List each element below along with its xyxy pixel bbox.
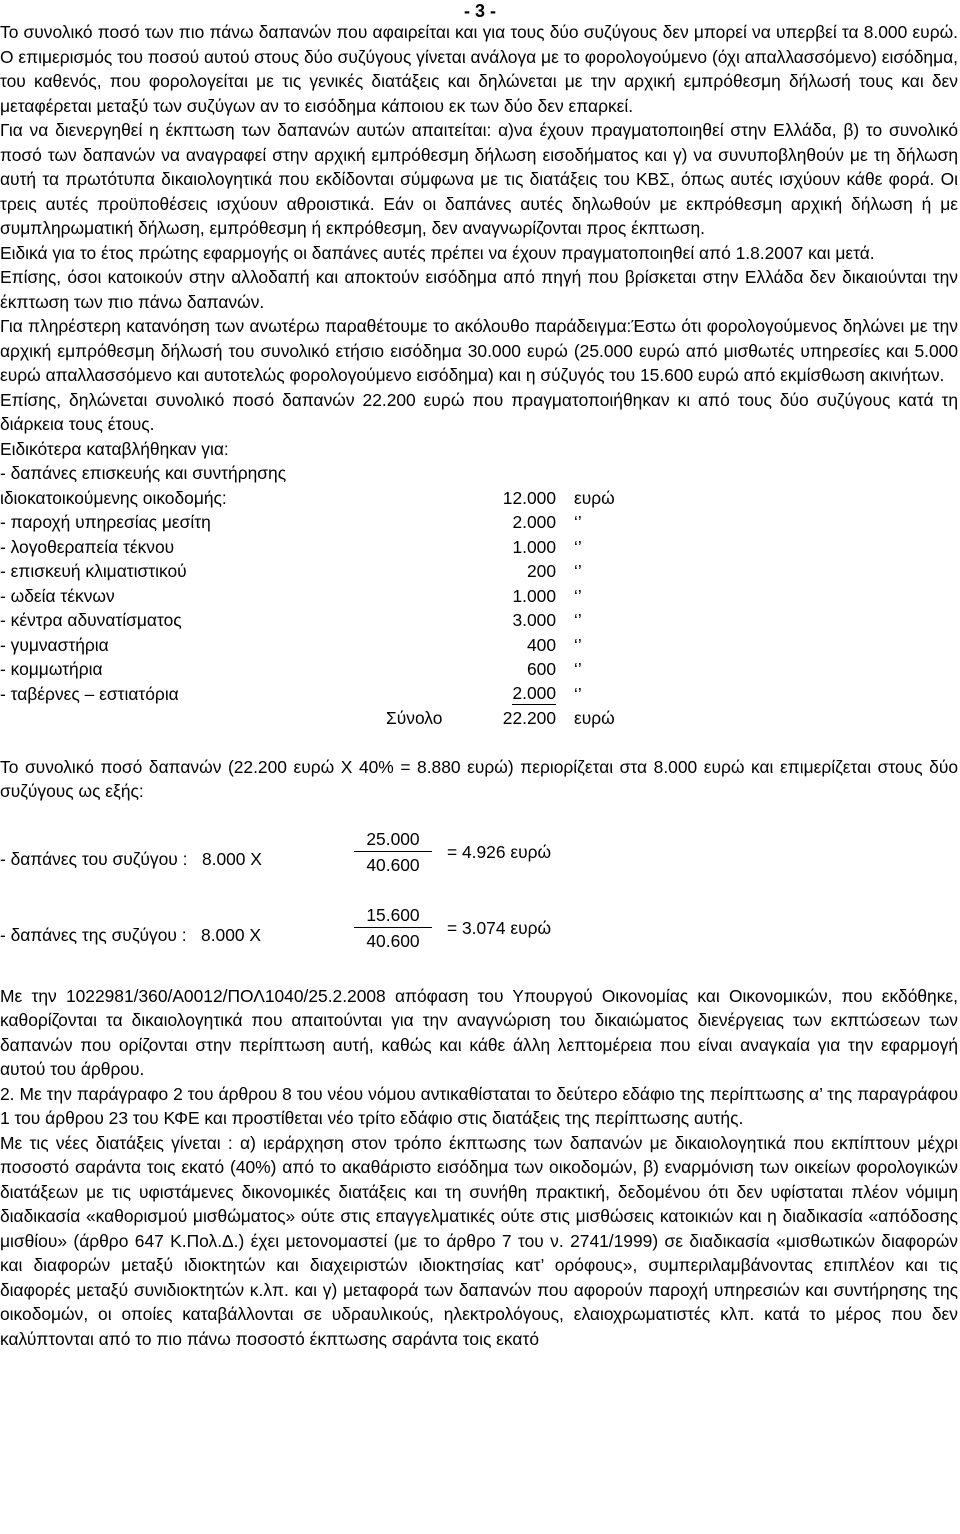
- expense-total-label: Σύνολο: [386, 708, 443, 728]
- fraction-denominator: 40.600: [366, 854, 420, 875]
- expense-label: - επισκευή κλιματιστικού: [0, 561, 187, 581]
- calculation-husband: [0, 828, 958, 892]
- paragraph: Επίσης, δηλώνεται συνολικό ποσό δαπανών 22.200 ευρώ που πραγματοποιήθηκαν κι από τους δύο συζύγους κατά τη διάρκεια τους έτους.: [0, 389, 958, 434]
- paragraph: Για πληρέστερη κατανόηση των ανωτέρω παραθέτουμε το ακόλουθο παράδειγμα:Έστω ότι φορολογούμενος δηλώνει με την αρχική εμπρόθεσμη δήλωσή του συνολικό ετήσιο εισόδημα 30.000 ευρώ (25.000 ευρώ από μισθωτές υπηρεσίες και 5.000 ευρώ απαλλασσόμενο και αυτοτελώς φορολογούμενο εισόδημα) και η σύζυγός του 15.600 ευρώ από εκμίσθωση ακινήτων.: [0, 316, 958, 385]
- expense-label-first-line: - δαπάνες επισκευής και συντήρησης: [0, 463, 287, 483]
- expense-label: - λογοθεραπεία τέκνου: [0, 536, 175, 557]
- expense-row: [0, 486, 958, 511]
- paragraph: 2. Με την παράγραφο 2 του άρθρου 8 του νέου νόμου αντικαθίσταται το δεύτερο εδάφιο της περίπτωσης α’ της παραγράφου 1 του άρθρου 23 του ΚΦΕ και προστίθεται νέο τρίτο εδάφιο στις διατάξεις της περίπτωσης αυτής.: [0, 1083, 958, 1128]
- expense-unit: ‘’: [574, 561, 582, 581]
- paragraph: Επίσης, όσοι κατοικούν στην αλλοδαπή και αποκτούν εισόδημα από πηγή που βρίσκεται στην Ελλάδα δεν δικαιούνται την έκπτωση των πιο πάνω δαπανών.: [0, 267, 958, 312]
- calculation-label: - δαπάνες του συζύγου : 8.000 Χ: [0, 848, 262, 869]
- expense-amount: 600: [526, 659, 556, 679]
- fraction-numerator: 25.000: [366, 828, 420, 849]
- allocation-intro: Το συνολικό ποσό δαπανών (22.200 ευρώ Χ 40% = 8.880 ευρώ) περιορίζεται στα 8.000 ευρώ και επιμερίζεται στους δύο συζύγους ως εξής:: [0, 756, 958, 801]
- expense-row: [0, 633, 958, 658]
- expense-unit: ‘’: [574, 536, 582, 557]
- paragraph: Με την 1022981/360/Α0012/ΠΟΛ1040/25.2.2008 απόφαση του Υπουργού Οικονομίας και Οικονομικών, που εκδόθηκε, καθορίζονται τα δικαιολογητικά που απαιτούνται για την αναγνώριση του δικαιώματος διενέργειας των εκπτώσεων των δαπανών που ορίζονται στην περίπτωση αυτή, καθώς και κάθε άλλη λεπτομέρεια που είναι αναγκαία για την εφαρμογή αυτού του άρθρου.: [0, 985, 958, 1079]
- expense-total-row: [0, 706, 958, 731]
- expense-label: - ωδεία τέκνων: [0, 585, 115, 606]
- paragraph: Με τις νέες διατάξεις γίνεται : α) ιεράρχηση στον τρόπο έκπτωσης των δαπανών με δικαιολογητικά που εκπίπτουν μέχρι ποσοστό σαράντα τοις εκατό (40%) από το ακαθάριστο εισόδημα των οικοδομών, β) εναρμόνιση των οικείων φορολογικών διατάξεων με τις υφιστάμενες δικονομικές διατάξεις και τη συνήθη πρακτική, δεδομένου ότι δεν υφίσταται πλέον νόμιμη διαδικασία «καθορισμού μισθώματος» ούτε στις επαγγελματικές ούτε στις μισθώσεις κατοικιών και η διαδικασία «απόδοσης μισθίου» (άρθρο 647 Κ.Πολ.Δ.) έχει μετονομαστεί (με το άρθρο 7 του ν. 2741/1999) σε διαδικασία «μισθωτικών διαφορών και διαφορών μεταξύ ιδιοκτητών και διαχειριστών ιδιοκτησίας κατ’ ορόφους», συμπεριλαμβάνοντας επιπλέον και τις διαφορές μεταξύ συνιδιοκτητών κ.λπ. και γ) μεταφορά των δαπανών που αφορούν παροχή υπηρεσιών και συντήρησης της οικοδομών, οι οποίες καταβάλλονται σε υδραυλικούς, ηλεκτρολόγους, ελαιοχρωματιστές κλπ. κατά το μέρος που δεν καλύπτονται από το πιο πάνω ποσοστό έκπτωσης σαράντα τοις εκατό: [0, 1132, 958, 1349]
- expense-label: - ταβέρνες – εστιατόρια: [0, 683, 179, 704]
- expenses-intro: Ειδικότερα καταβλήθηκαν για:: [0, 438, 229, 459]
- expense-amount: 400: [526, 634, 556, 655]
- fraction-numerator: 15.600: [366, 904, 420, 925]
- paragraph: Ειδικά για το έτος πρώτης εφαρμογής οι δαπάνες αυτές πρέπει να έχουν πραγματοποιηθεί από 1.8.2007 και μετά.: [0, 242, 875, 263]
- expense-unit: ‘’: [574, 585, 582, 606]
- expense-unit: ‘’: [574, 634, 582, 655]
- expense-amount: 3.000: [512, 610, 556, 630]
- calculation-wife: [0, 904, 958, 968]
- expense-total-amount: 22.200: [502, 708, 556, 728]
- expense-row: [0, 535, 958, 560]
- expense-unit: ‘’: [574, 659, 582, 679]
- expense-amount: 200: [526, 561, 556, 581]
- expense-row: [0, 559, 958, 584]
- expense-unit: ‘’: [574, 610, 582, 630]
- fraction-bar: [354, 927, 432, 928]
- expense-label: - παροχή υπηρεσίας μεσίτη: [0, 512, 211, 532]
- expense-label: - κομμωτήρια: [0, 659, 103, 679]
- calculation-result: = 4.926 ευρώ: [447, 841, 552, 862]
- expense-amount: 1.000: [512, 585, 556, 606]
- paragraph: Για να διενεργηθεί η έκπτωση των δαπανών αυτών απαιτείται: α)να έχουν πραγματοποιηθεί στην Ελλάδα, β) το συνολικό ποσό των δαπανών να αναγραφεί στην αρχική εμπρόθεσμη δήλωση εισοδήματος και γ) να συνυποβληθούν με τη δήλωση αυτή τα πρωτότυπα δικαιολογητικά που εκδίδονται σύμφωνα με τις διατάξεις του ΚΒΣ, όπως αυτές ισχύουν κάθε φορά. Οι τρεις αυτές προϋποθέσεις ισχύουν αθροιστικά. Εάν οι δαπάνες αυτές δηλωθούν με εκπρόθεσμη αρχική δήλωση ή με συμπληρωματική δήλωση, εμπρόθεσμη ή εκπρόθεσμη, δεν αναγνωρίζονται προς έκπτωση.: [0, 120, 958, 238]
- calculation-label: - δαπάνες της συζύγου : 8.000 Χ: [0, 924, 261, 945]
- fraction-denominator: 40.600: [366, 930, 420, 951]
- expense-row: [0, 584, 958, 609]
- expense-label: - γυμναστήρια: [0, 634, 109, 655]
- fraction-bar: [354, 851, 432, 852]
- expense-amount: 1.000: [512, 536, 556, 557]
- expense-row: [0, 608, 958, 633]
- expense-amount: 2.000: [512, 512, 556, 532]
- page-number: - 3 -: [463, 1, 496, 21]
- expense-row: [0, 510, 958, 535]
- expense-amount: 12.000: [502, 487, 556, 508]
- expense-unit: ‘’: [574, 512, 582, 532]
- expense-row: [0, 682, 958, 707]
- expense-unit: ‘’: [574, 683, 582, 704]
- expense-label: - κέντρα αδυνατίσματος: [0, 610, 182, 630]
- expense-total-unit: ευρώ: [574, 708, 615, 728]
- expense-amount: 2.000: [512, 682, 556, 703]
- expense-row: [0, 657, 958, 682]
- document-body: [0, 20, 958, 1351]
- calculation-result: = 3.074 ευρώ: [447, 917, 552, 938]
- paragraph: Το συνολικό ποσό των πιο πάνω δαπανών που αφαιρείται και για τους δύο συζύγους δεν μπορεί να υπερβεί τα 8.000 ευρώ. Ο επιμερισμός του ποσού αυτού στους δύο συζύγους γίνεται ανάλογα με το φορολογούμενο (όχι απαλλασσόμενο) εισόδημα, του καθενός, που φορολογείται με τις γενικές διατάξεις και δηλώνεται με την αρχική εμπρόθεσμη δήλωσή τους και δεν μεταφέρεται μεταξύ των συζύγων αν το εισόδημα κάποιου εκ των δύο δεν επαρκεί.: [0, 22, 958, 116]
- expenses-table: [0, 437, 958, 731]
- expense-unit: ευρώ: [574, 487, 615, 508]
- expense-label: ιδιοκατοικούμενης οικοδομής:: [0, 487, 227, 508]
